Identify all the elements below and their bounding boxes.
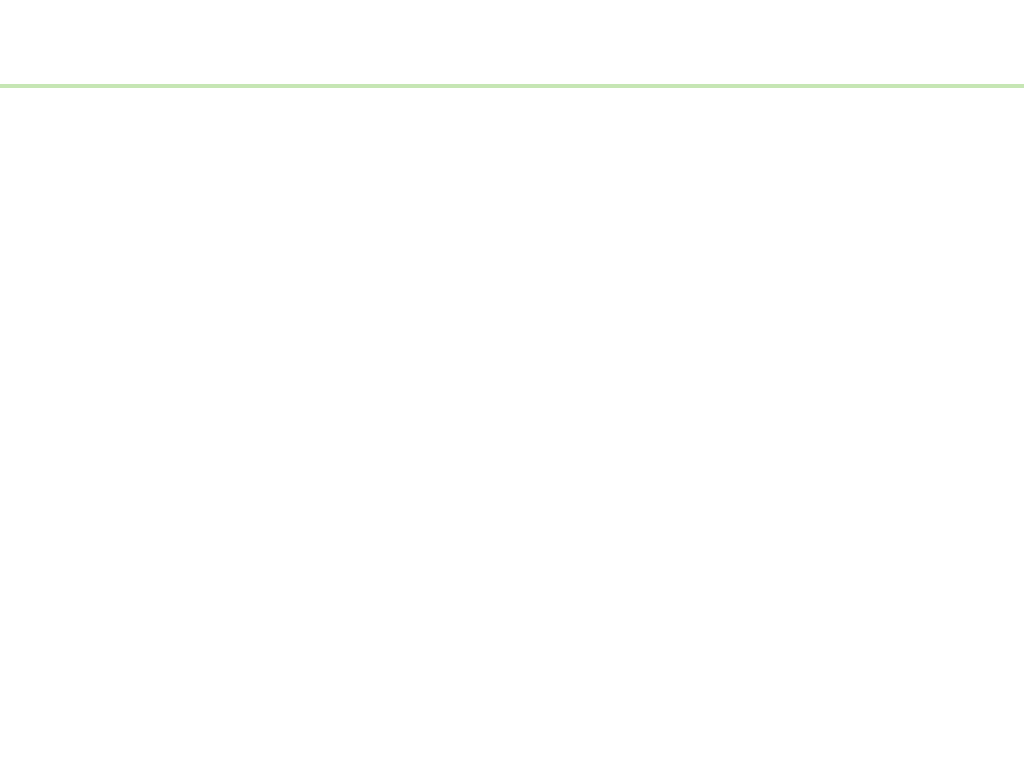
title-divider [0,84,1024,88]
bullet-divide [22,120,46,153]
bullet-merge [22,232,46,265]
